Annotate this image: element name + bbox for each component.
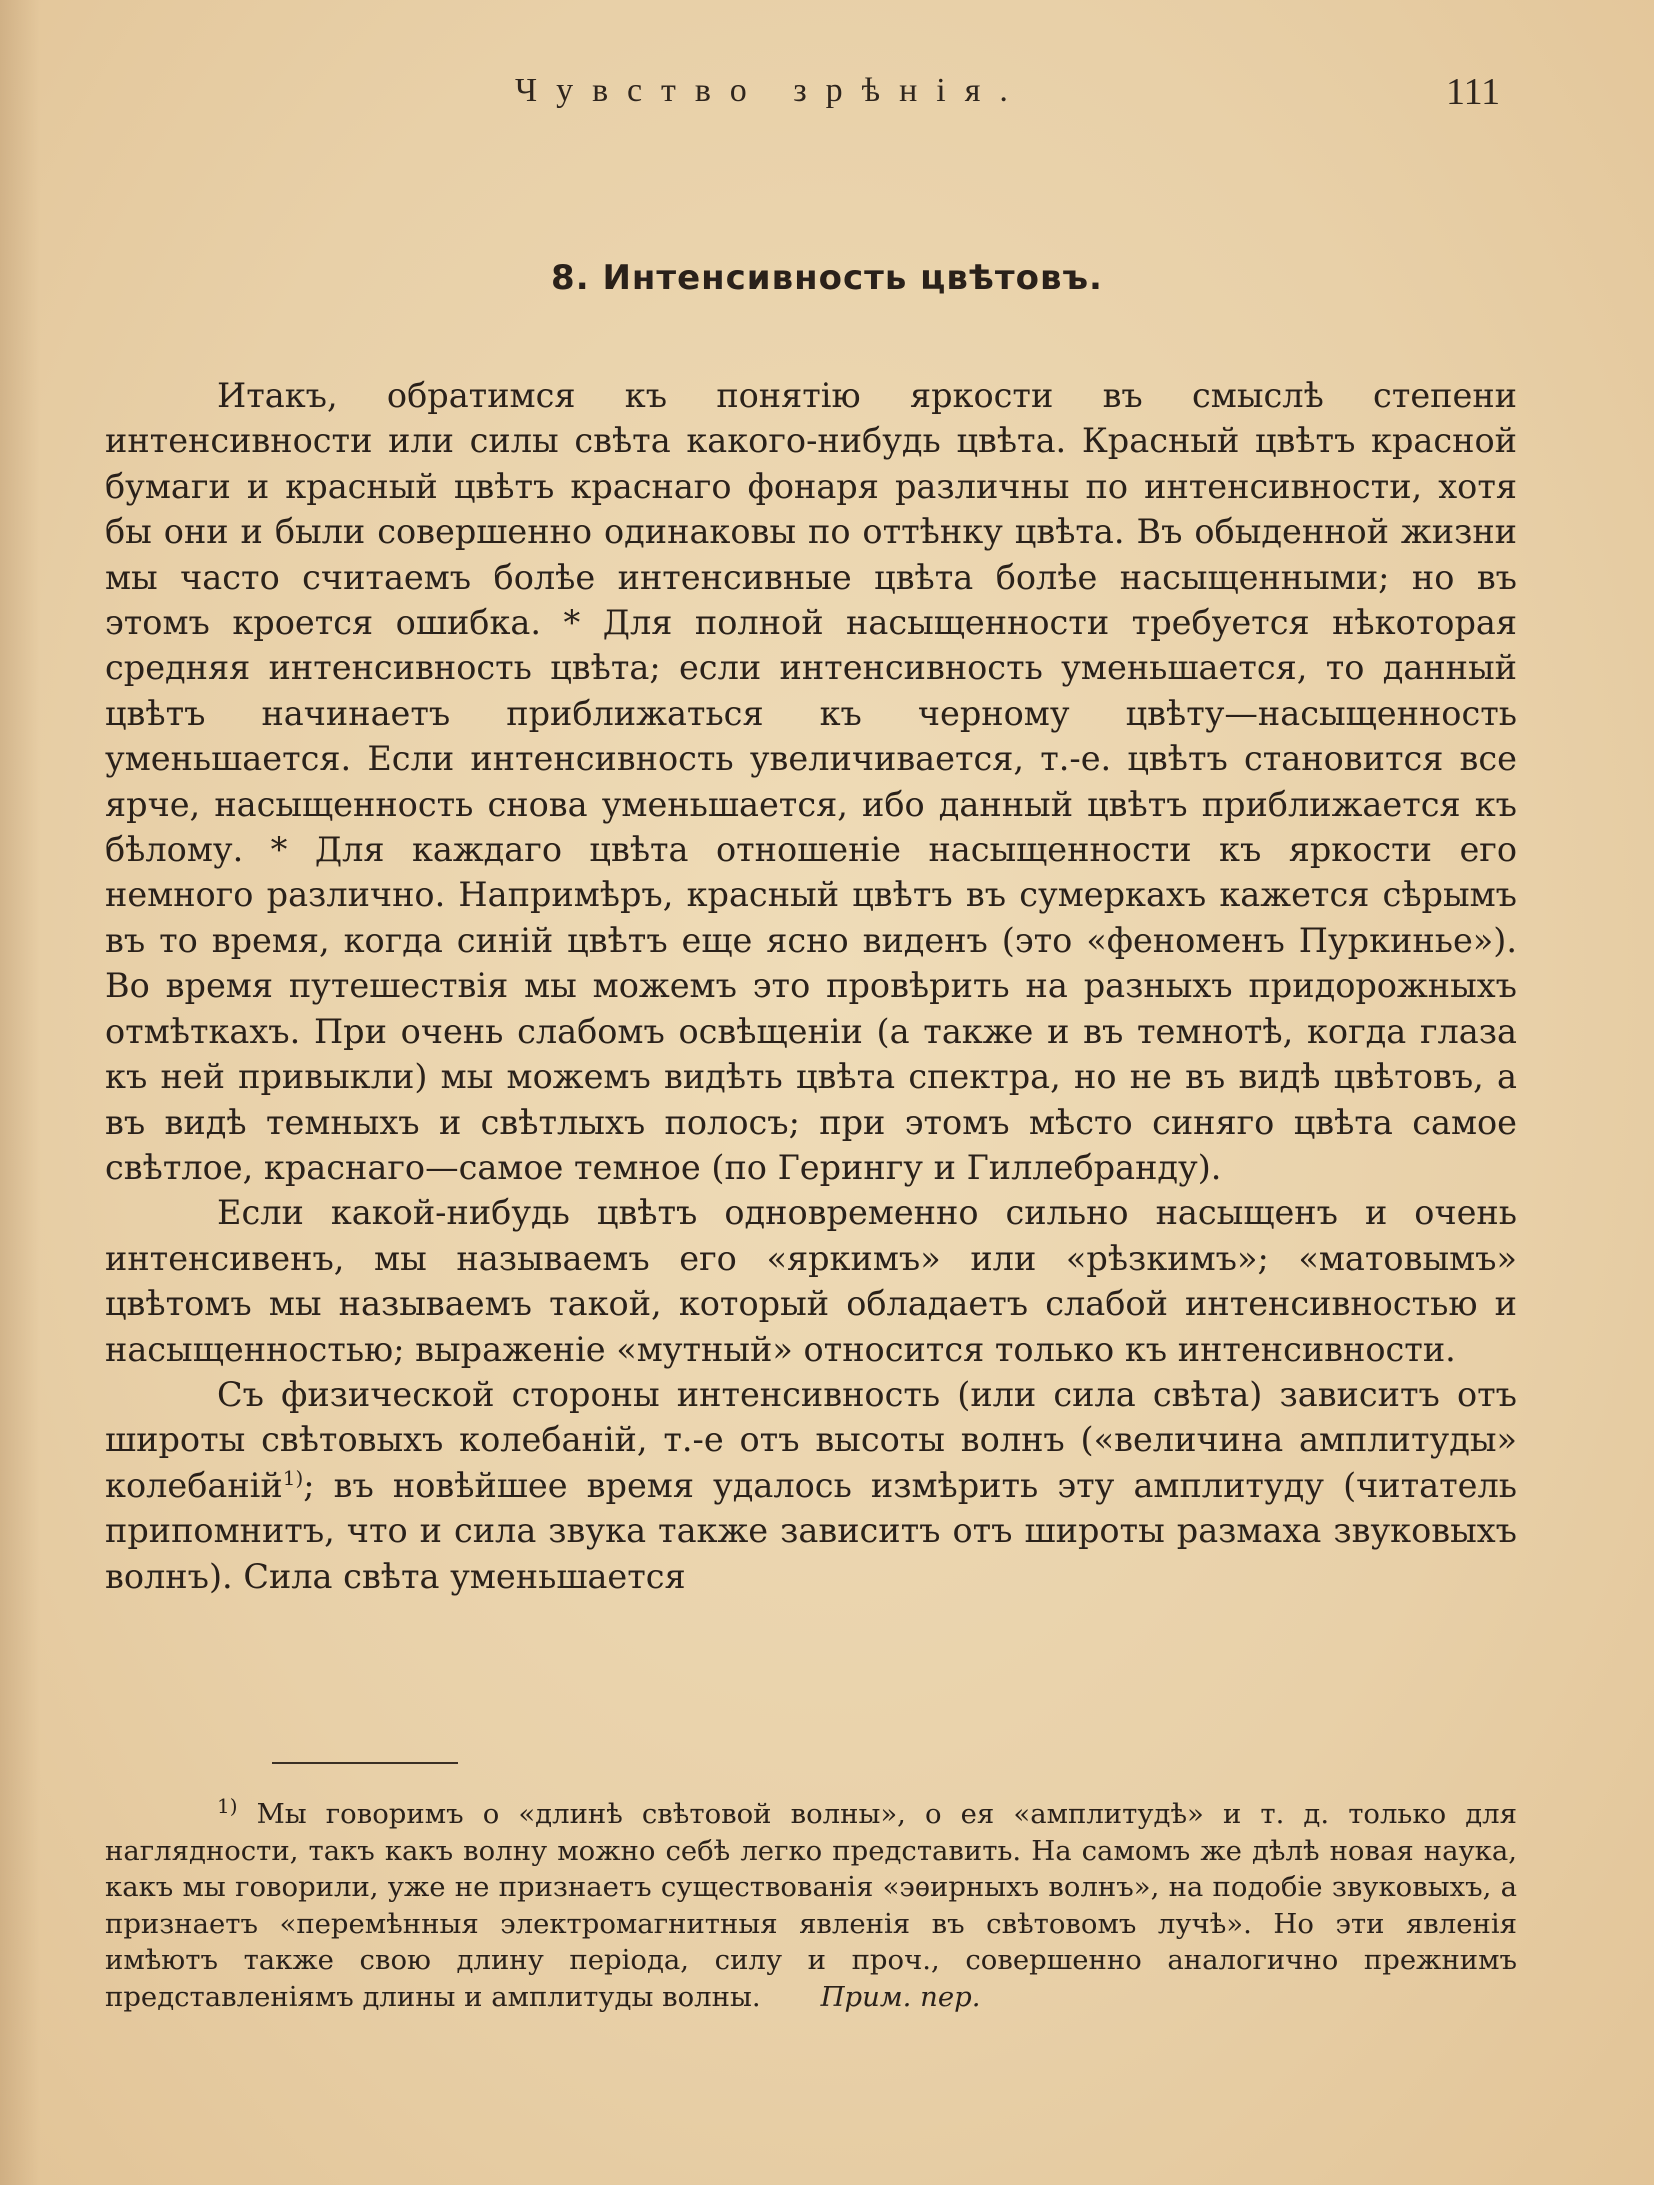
paragraph-1: Итакъ, обратимся къ понятію яркости въ смыслѣ степени интенсивности или силы свѣта какого-нибудь цвѣта. Красный цвѣтъ красной бумаги и красный цвѣтъ краснаго фонаря различны по интенсивности, хотя бы они и были совершенно одинаковы по оттѣнку цвѣта. Въ обыденной жизни мы часто считаемъ болѣе интенсивные цвѣта болѣе насыщенными; но въ этомъ кроется ошибка. * Для полной насыщенности требуется нѣкоторая средняя интенсивность цвѣта; если интенсивность уменьшается, то данный цвѣтъ начинаетъ приближаться къ черному цвѣту—насыщенность уменьшается. Если интенсивность увеличивается, т.-е. цвѣтъ становится все ярче, насыщенность снова уменьшается, ибо данный цвѣтъ приближается къ бѣлому. * Для каждаго цвѣта отношеніе насыщенности къ яркости его немного различно. Напримѣръ, красный цвѣтъ въ сумеркахъ кажется сѣрымъ въ то время, когда синій цвѣтъ еще ясно виденъ (это «феноменъ Пуркинье»). Во время путешествія мы можемъ это провѣрить на разныхъ придорожныхъ отмѣткахъ. При очень слабомъ освѣщеніи (а также и въ темнотѣ, когда глаза къ ней привыкли) мы можемъ видѣть цвѣта спектра, но не въ видѣ цвѣтовъ, а въ видѣ темныхъ и свѣтлыхъ полосъ; при этомъ мѣсто синяго цвѣта самое свѣтлое, краснаго—самое темное (по Герингу и Гиллебранду). <box>105 376 1517 1187</box>
translator-note-signature: Прим. пер. <box>820 1980 981 2013</box>
footnote-reference: 1) <box>282 1465 304 1490</box>
paragraph-2: Если какой-нибудь цвѣтъ одновременно сильно насыщенъ и очень интенсивенъ, мы называемъ его «яркимъ» или «рѣзкимъ»; «матовымъ» цвѣтомъ мы называемъ такой, который обладаетъ слабой интенсивностью и насыщенностью; выраженіе «мутный» относится только къ интенсивности. <box>105 1193 1517 1369</box>
footnote <box>105 1793 1517 2016</box>
section-heading: 8. Интенсивность цвѣтовъ. <box>551 258 1103 298</box>
paragraph-3-start: Съ физической стороны интенсивность (или сила свѣта) зависитъ отъ широты свѣтовыхъ колебаній, т.-е отъ высоты волнъ («величина амплитуды» колебаній <box>105 1374 1517 1505</box>
running-head-title: Чувство зрѣнія. <box>515 72 1027 109</box>
footnote-text: Мы говоримъ о «длинѣ свѣтовой волны», о ея «амплитудѣ» и т. д. только для наглядности, такъ какъ волну можно себѣ легко представить. На самомъ же дѣлѣ новая наука, какъ мы говорили, уже не признаетъ существованія «эѳирныхъ волнъ», на подобіе звуковыхъ, а признаетъ «перемѣнныя электромагнитныя явленія въ свѣтовомъ лучѣ». Но эти явленія имѣютъ также свою длину періода, силу и проч., совершенно аналогично прежнимъ представленіямъ длины и амплитуды волны. <box>105 1798 1517 2013</box>
paragraph-3 <box>105 1372 1517 1599</box>
page-number: 111 <box>1446 71 1501 113</box>
paragraph-3-end: ; въ новѣйшее время удалось измѣрить эту амплитуду (читатель припомнитъ, что и сила звука также зависитъ отъ широты размаха звуковыхъ волнъ). Сила свѣта уменьшается <box>105 1465 1517 1596</box>
page-edge-shadow <box>0 0 40 2185</box>
footnote-mark: 1) <box>217 1793 238 1818</box>
body-text <box>105 373 1517 1599</box>
footnote-divider <box>272 1762 458 1764</box>
